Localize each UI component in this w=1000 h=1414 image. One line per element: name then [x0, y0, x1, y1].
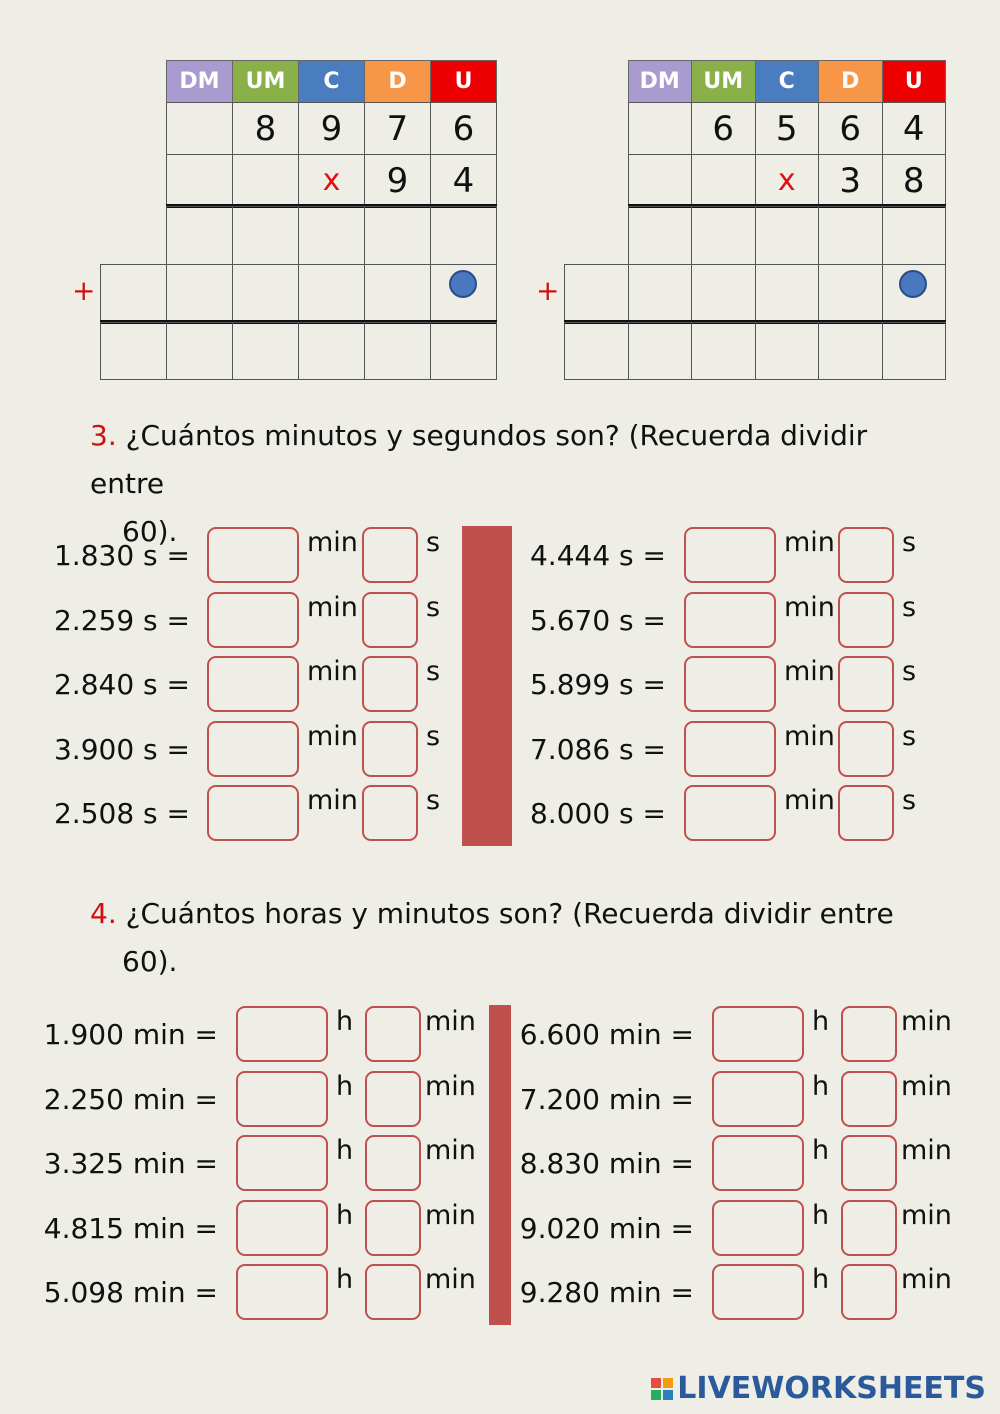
unit-label: min — [425, 1199, 476, 1231]
question-text-cont: 60). — [122, 945, 178, 978]
question-text: ¿Cuántos minutos y segundos son? (Recuerda dividir entre — [90, 419, 868, 500]
answer-box-min[interactable] — [841, 1006, 897, 1062]
multiplication-grid-1 — [72, 60, 494, 382]
unit-label: min — [784, 656, 835, 687]
unit-label: s — [426, 785, 441, 816]
answer-cell[interactable] — [232, 322, 299, 380]
answer-cell[interactable] — [882, 322, 947, 380]
digit-cell[interactable]: 4 — [882, 102, 947, 155]
digit-cell[interactable] — [232, 154, 299, 207]
conversion-label: 4.444 s = — [529, 539, 666, 572]
conversion-label: 8.830 min = — [519, 1147, 694, 1180]
conversion-label: 3.325 min = — [43, 1147, 218, 1180]
plus-sign: + — [536, 274, 560, 307]
unit-label: min — [901, 1264, 952, 1295]
conversion-label: 9.280 min = — [519, 1276, 694, 1309]
conversion-label: 2.250 min = — [43, 1082, 218, 1116]
unit-label: h — [812, 1006, 830, 1037]
conversion-label: 1.900 min = — [43, 1018, 218, 1051]
unit-label: min — [901, 1070, 952, 1102]
answer-cell[interactable] — [755, 322, 820, 380]
answer-box-h[interactable] — [712, 1135, 804, 1191]
answer-box-s[interactable] — [838, 721, 894, 777]
digit-cell[interactable]: 6 — [818, 102, 883, 155]
conversion-label: 3.900 s = — [53, 732, 190, 766]
unit-label: min — [784, 591, 835, 623]
unit-label: min — [307, 785, 358, 816]
multiplication-grid-2 — [536, 60, 946, 382]
answer-box-s[interactable] — [838, 527, 894, 583]
answer-cell[interactable] — [628, 264, 693, 322]
conversion-label: 7.086 s = — [529, 732, 666, 766]
conversion-label: 2.508 s = — [53, 797, 190, 830]
multiply-sign: x — [298, 154, 365, 207]
answer-cell[interactable] — [298, 322, 365, 380]
conversion-label: 4.815 min = — [43, 1211, 218, 1245]
plus-sign: + — [72, 274, 96, 307]
answer-box-s[interactable] — [838, 785, 894, 841]
unit-label: min — [425, 1006, 476, 1037]
answer-box-min[interactable] — [684, 721, 776, 777]
unit-label: min — [901, 1199, 952, 1231]
digit-cell[interactable]: 3 — [818, 154, 883, 207]
answer-cell[interactable] — [166, 264, 233, 322]
unit-label: h — [336, 1135, 354, 1166]
answer-cell[interactable] — [430, 322, 497, 380]
unit-label: h — [812, 1199, 830, 1231]
place-header-um: UM — [691, 60, 756, 103]
divider-bar — [462, 526, 512, 846]
answer-cell[interactable] — [364, 264, 431, 322]
conversion-label: 5.098 min = — [43, 1276, 218, 1309]
unit-label: s — [902, 785, 917, 816]
answer-box-min[interactable] — [684, 592, 776, 648]
unit-label: min — [307, 527, 358, 558]
unit-label: min — [901, 1006, 952, 1037]
digit-cell[interactable]: 5 — [755, 102, 820, 155]
digit-cell[interactable] — [166, 102, 233, 155]
conversion-label: 2.259 s = — [53, 603, 190, 637]
answer-cell[interactable] — [628, 322, 693, 380]
answer-cell[interactable] — [691, 264, 756, 322]
digit-cell[interactable]: 6 — [691, 102, 756, 155]
digit-cell[interactable]: 4 — [430, 154, 497, 207]
answer-cell[interactable] — [166, 206, 233, 265]
answer-box-min[interactable] — [841, 1071, 897, 1127]
place-header-u: U — [882, 60, 947, 103]
answer-cell[interactable] — [818, 264, 883, 322]
answer-cell[interactable] — [691, 206, 756, 265]
answer-box-s[interactable] — [838, 656, 894, 712]
answer-box-min[interactable] — [841, 1135, 897, 1191]
place-header-um: UM — [232, 60, 299, 103]
place-header-dm: DM — [166, 60, 233, 103]
unit-label: min — [425, 1070, 476, 1102]
conversion-label: 9.020 min = — [519, 1211, 694, 1245]
conversion-label: 2.840 s = — [53, 668, 190, 701]
conversion-label: 5.670 s = — [529, 603, 666, 637]
digit-cell[interactable] — [628, 102, 693, 155]
answer-cell[interactable] — [430, 206, 497, 265]
conversion-label: 7.200 min = — [519, 1082, 694, 1116]
answer-box-min[interactable] — [841, 1264, 897, 1320]
divider-bar — [489, 1005, 511, 1325]
answer-cell[interactable] — [298, 206, 365, 265]
unit-label: s — [902, 656, 917, 687]
answer-box-min[interactable] — [684, 656, 776, 712]
placeholder-dot — [449, 270, 477, 298]
question-number: 4. — [90, 897, 117, 930]
answer-box-min[interactable] — [684, 785, 776, 841]
unit-label: min — [784, 785, 835, 816]
unit-label: s — [902, 527, 917, 558]
answer-box-min[interactable] — [841, 1200, 897, 1256]
answer-cell[interactable] — [628, 206, 693, 265]
unit-label: min — [901, 1135, 952, 1166]
liveworksheets-logo — [651, 1371, 986, 1406]
multiply-sign: x — [755, 154, 820, 207]
unit-label: s — [426, 720, 441, 752]
answer-cell[interactable] — [232, 206, 299, 265]
unit-label: s — [426, 527, 441, 558]
unit-label: h — [336, 1199, 354, 1231]
answer-cell[interactable] — [882, 206, 947, 265]
digit-cell[interactable]: 9 — [364, 154, 431, 207]
unit-label: h — [812, 1264, 830, 1295]
unit-label: min — [784, 527, 835, 558]
digit-cell[interactable]: 6 — [430, 102, 497, 155]
place-header-c: C — [298, 60, 365, 103]
unit-label: h — [336, 1006, 354, 1037]
question-number: 3. — [90, 419, 117, 452]
digit-cell[interactable] — [628, 154, 693, 207]
unit-label: s — [902, 591, 917, 623]
unit-label: h — [336, 1264, 354, 1295]
unit-label: s — [902, 720, 917, 752]
conversion-label: 8.000 s = — [529, 797, 666, 830]
digit-cell[interactable]: 9 — [298, 102, 365, 155]
answer-cell[interactable] — [100, 264, 167, 322]
unit-label: h — [812, 1135, 830, 1166]
logo-blocks-icon — [651, 1378, 673, 1400]
answer-cell[interactable] — [755, 206, 820, 265]
answer-cell[interactable] — [364, 322, 431, 380]
place-header-c: C — [755, 60, 820, 103]
digit-cell[interactable]: 8 — [232, 102, 299, 155]
answer-cell[interactable] — [691, 322, 756, 380]
answer-cell[interactable] — [818, 322, 883, 380]
answer-cell[interactable] — [298, 264, 365, 322]
unit-label: min — [307, 720, 358, 752]
answer-cell[interactable] — [232, 264, 299, 322]
place-header-d: D — [364, 60, 431, 103]
answer-cell[interactable] — [755, 264, 820, 322]
conversion-label: 6.600 min = — [519, 1018, 694, 1051]
answer-cell[interactable] — [564, 322, 629, 380]
unit-label: h — [812, 1070, 830, 1102]
unit-label: min — [425, 1135, 476, 1166]
unit-label: h — [336, 1070, 354, 1102]
unit-label: s — [426, 656, 441, 687]
unit-label: s — [426, 591, 441, 623]
digit-cell[interactable] — [691, 154, 756, 207]
answer-cell[interactable] — [818, 206, 883, 265]
unit-label: min — [425, 1264, 476, 1295]
answer-box-min[interactable] — [684, 527, 776, 583]
conversion-label: 5.899 s = — [529, 668, 666, 701]
answer-box-h[interactable] — [712, 1264, 804, 1320]
answer-box-h[interactable] — [712, 1071, 804, 1127]
answer-box-h[interactable] — [712, 1006, 804, 1062]
digit-cell[interactable] — [166, 154, 233, 207]
unit-label: min — [784, 720, 835, 752]
place-header-u: U — [430, 60, 497, 103]
digit-cell[interactable]: 8 — [882, 154, 947, 207]
question-text: ¿Cuántos horas y minutos son? (Recuerda dividir entre — [125, 897, 894, 930]
place-header-d: D — [818, 60, 883, 103]
logo-text: LIVEWORKSHEETS — [677, 1371, 986, 1406]
unit-label: min — [307, 591, 358, 623]
answer-cell[interactable] — [564, 264, 629, 322]
answer-box-h[interactable] — [712, 1200, 804, 1256]
answer-cell[interactable] — [166, 322, 233, 380]
answer-cell[interactable] — [364, 206, 431, 265]
place-header-dm: DM — [628, 60, 693, 103]
answer-box-s[interactable] — [838, 592, 894, 648]
question-4-heading — [90, 890, 950, 986]
conversion-label: 1.830 s = — [53, 539, 190, 572]
unit-label: min — [307, 656, 358, 687]
answer-cell[interactable] — [100, 322, 167, 380]
question-text-cont: 60). — [122, 515, 178, 548]
digit-cell[interactable]: 7 — [364, 102, 431, 155]
